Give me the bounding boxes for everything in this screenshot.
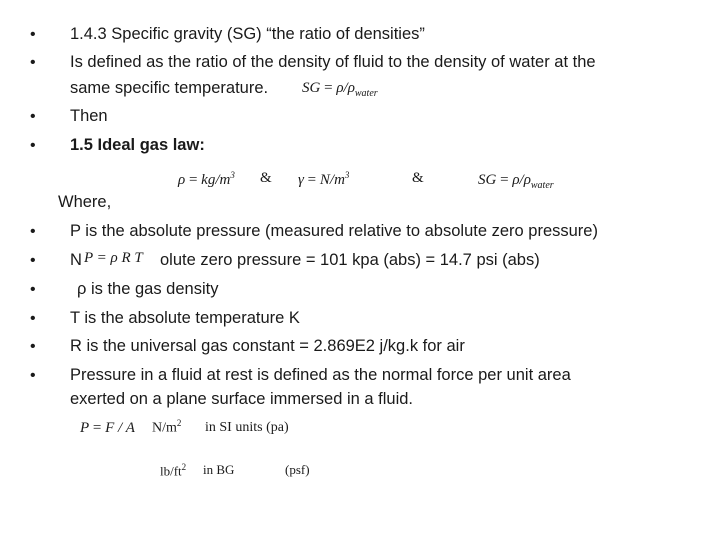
bullet-sg-definition-line1: Is defined as the ratio of the density of fluid to the density of water at the [70,53,596,71]
ampersand-1: & [260,170,272,186]
bullet-dot: • [30,338,36,355]
density-units-formula: $\rho = kg/m^3$ [178,170,235,188]
bullet-n-fragment: N [70,251,82,269]
bullet-dot: • [30,252,36,269]
bullet-absolute-pressure: P is the absolute pressure (measured relative to absolute zero pressure) [70,222,598,240]
sg-formula-row: SG = $\rho/\rho_{water}$ [478,172,554,191]
ampersand-2: & [412,170,424,186]
bg-units: $lb/ft^2$ [160,462,187,479]
bullet-then: Then [70,107,108,125]
ideal-gas-formula: P = ρ R T [84,250,147,267]
bullet-dot: • [30,108,36,125]
bullet-dot: • [30,281,36,298]
bullet-dot: • [30,137,36,154]
bullet-dot: • [30,367,36,384]
bullet-pressure-definition-line1: Pressure in a fluid at rest is defined as the normal force per unit area [70,366,571,384]
pressure-si-units: $N/m^2$ [152,418,182,436]
bullet-gas-constant: R is the universal gas constant = 2.869E2 j/kg.k for air [70,337,465,355]
bullet-sg-definition-line2: same specific temperature. [70,79,269,97]
bullet-specific-gravity-heading: 1.4.3 Specific gravity (SG) “the ratio of densities” [70,25,425,43]
where-label: Where, [58,193,112,211]
sg-inline-formula: SG = $\rho/\rho_{water}$ [302,80,378,99]
bullet-dot: • [30,223,36,240]
bullet-zero-pressure-text: olute zero pressure = 101 kpa (abs) = 14.7 psi (abs) [160,251,540,269]
bullet-ideal-gas-law-heading: 1.5 Ideal gas law: [70,136,205,154]
psf-label: (psf) [285,462,310,477]
bg-label: in BG [203,462,235,477]
bullet-absolute-temperature: T is the absolute temperature K [70,309,300,327]
bullet-dot: • [30,310,36,327]
bullet-dot: • [30,26,36,43]
bullet-pressure-definition-line2: exerted on a plane surface immersed in a fluid. [70,390,414,408]
bullet-dot: • [30,54,36,71]
bullet-gas-density: ρ is the gas density [77,280,219,298]
specific-weight-units-formula: $\gamma = N/m^3$ [298,170,350,188]
pressure-formula: P = F / A [80,420,135,436]
pressure-si-label: in SI units (pa) [205,420,289,435]
